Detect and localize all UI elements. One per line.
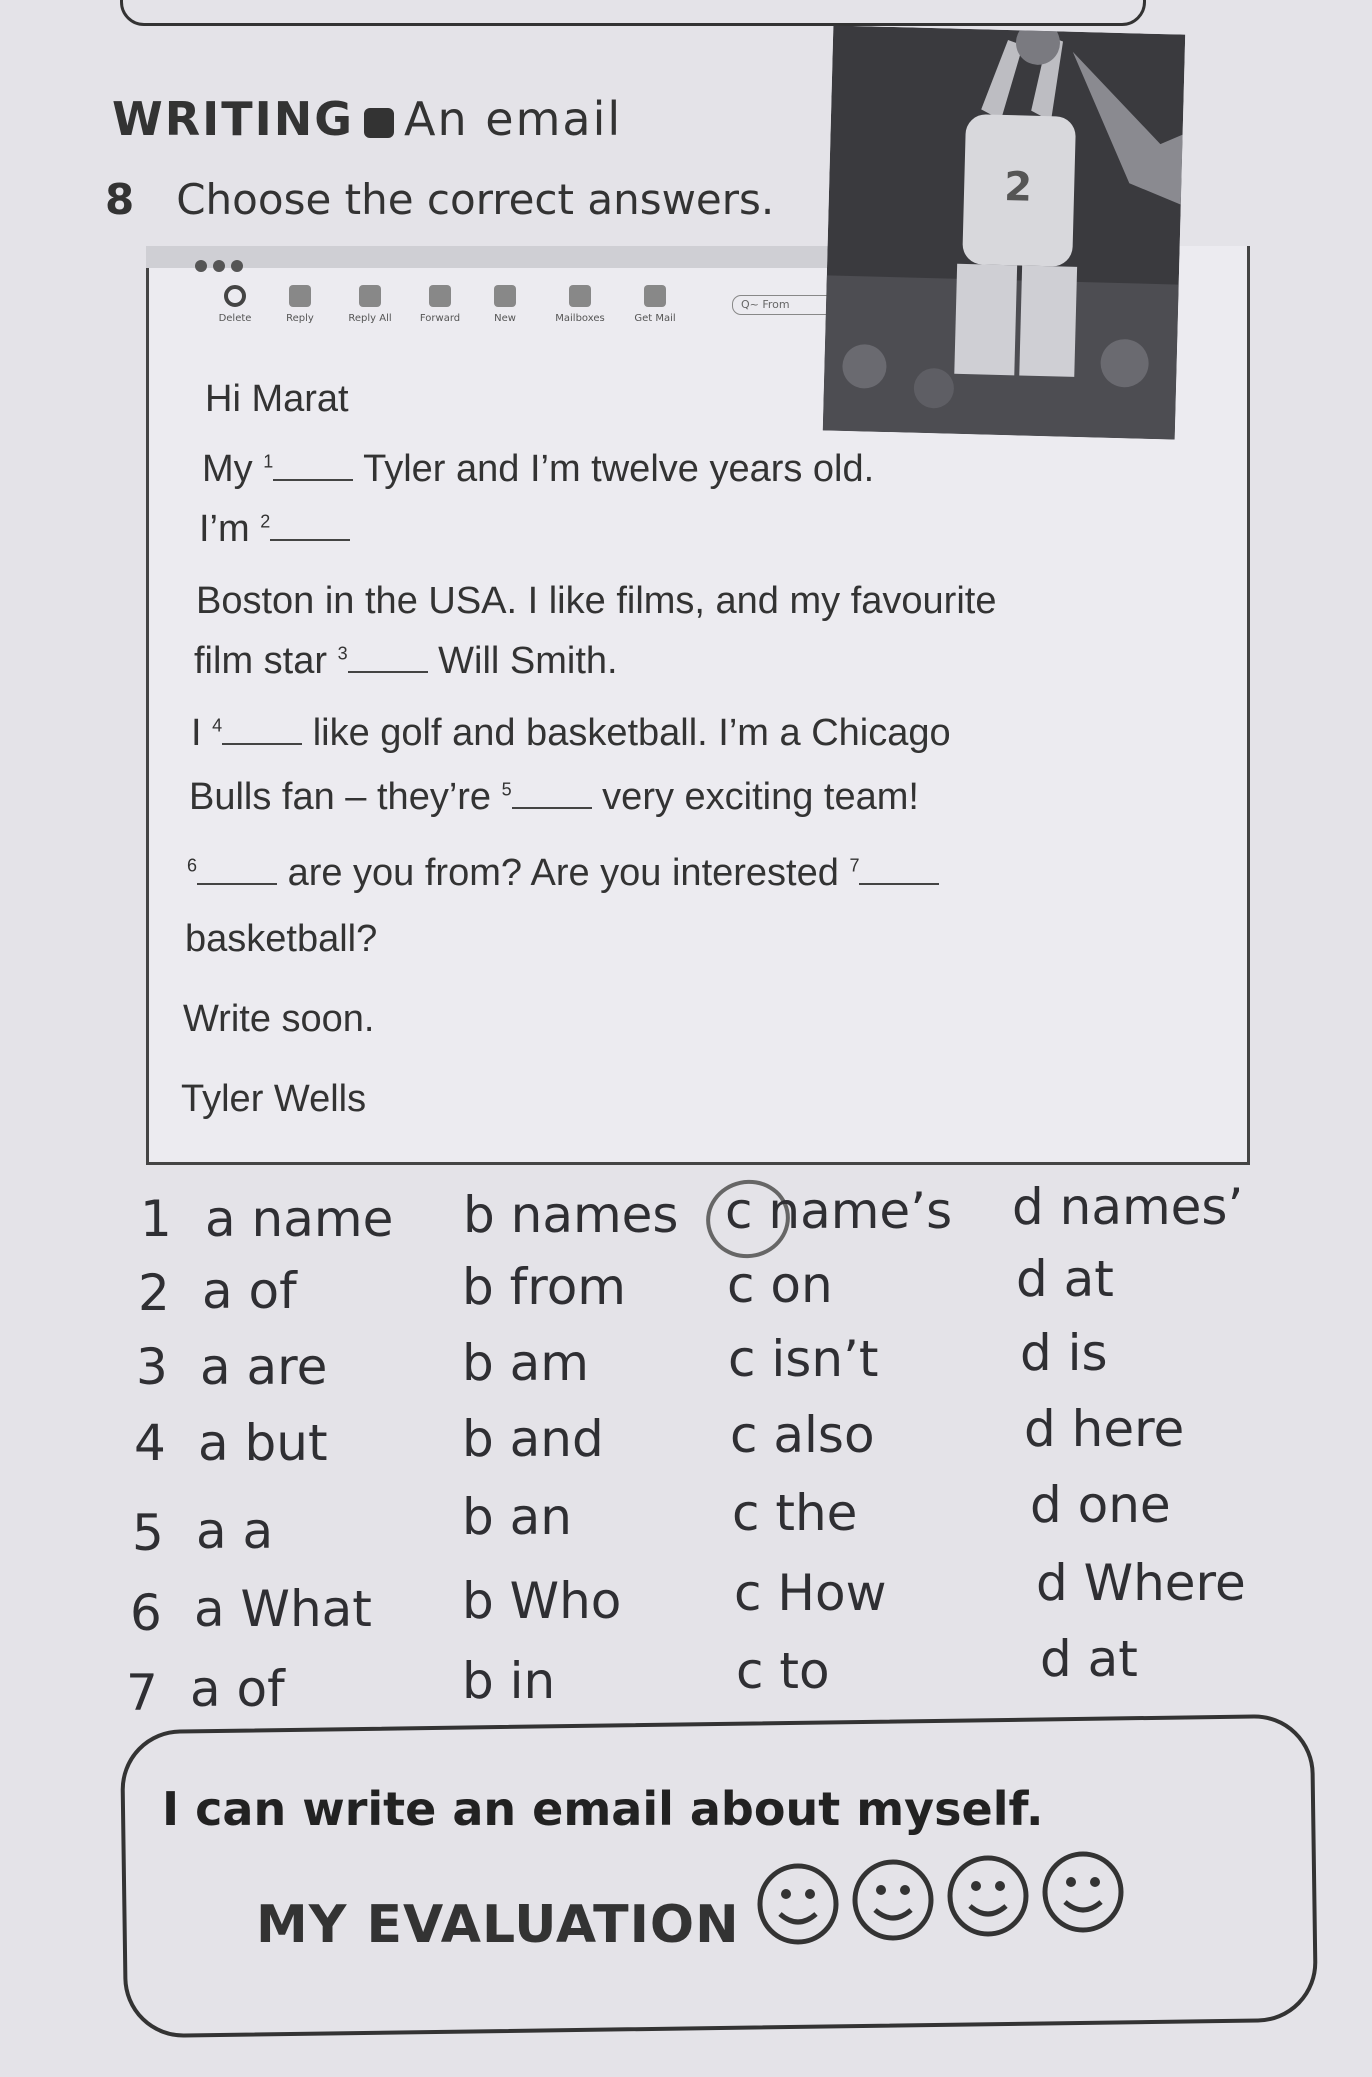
question-number: 7 xyxy=(126,1664,158,1722)
option-2d[interactable]: d at xyxy=(1016,1250,1114,1308)
option-4b[interactable]: b and xyxy=(462,1410,604,1468)
option-3d[interactable]: d is xyxy=(1020,1324,1108,1382)
email-signature: Tyler Wells xyxy=(181,1078,367,1120)
email-line-2: I’m $^2$ xyxy=(199,508,350,551)
question-number: 4 xyxy=(134,1414,166,1472)
answer-blank-4[interactable] xyxy=(222,713,302,745)
option-7d[interactable]: d at xyxy=(1040,1630,1138,1688)
question-number: 5 xyxy=(132,1504,164,1562)
email-greeting: Hi Marat xyxy=(205,378,349,420)
toolbar-reply: Reply xyxy=(270,285,330,324)
option-2c[interactable]: c on xyxy=(727,1256,833,1314)
basketball-player-photo xyxy=(823,25,1185,439)
section-label: WRITING xyxy=(112,92,355,146)
option-5b[interactable]: b an xyxy=(462,1488,572,1546)
option-6b[interactable]: b Who xyxy=(462,1572,622,1630)
delete-icon xyxy=(224,285,246,307)
toolbar-reply-all: Reply All xyxy=(340,285,400,324)
window-dot-icon xyxy=(231,260,243,272)
option-7c[interactable]: c to xyxy=(736,1642,830,1700)
email-line-6: Bulls fan – they’re $^5$ very exciting team! xyxy=(189,776,919,818)
option-3c[interactable]: c isn’t xyxy=(728,1330,879,1388)
answer-blank-6[interactable] xyxy=(197,853,277,885)
forward-icon xyxy=(429,285,451,307)
instruction-text: Choose the correct answers. xyxy=(176,175,775,224)
question-number: 2 xyxy=(138,1264,170,1322)
answer-blank-3[interactable] xyxy=(348,641,428,673)
email-line-1: My $^1$ Tyler and I’m twelve years old. xyxy=(202,448,875,490)
email-title-bar xyxy=(146,246,836,268)
option-5c[interactable]: c the xyxy=(732,1484,858,1542)
option-2b[interactable]: b from xyxy=(462,1258,626,1316)
option-1d[interactable]: d names’ xyxy=(1012,1178,1244,1236)
toolbar-forward: Forward xyxy=(410,285,470,324)
option-3a[interactable]: a are xyxy=(200,1338,328,1396)
window-dot-icon xyxy=(213,260,225,272)
question-number: 1 xyxy=(140,1190,172,1248)
option-6d[interactable]: d Where xyxy=(1036,1554,1246,1612)
answer-blank-7[interactable] xyxy=(859,853,939,885)
option-5a[interactable]: a a xyxy=(196,1502,274,1560)
svg-text:2: 2 xyxy=(1003,163,1033,211)
evaluation-label: MY EVALUATION xyxy=(256,1895,740,1955)
get-mail-icon xyxy=(644,285,666,307)
email-line-3: Boston in the USA. I like films, and my favourite xyxy=(196,580,997,622)
smiley-face-icon[interactable] xyxy=(760,1866,836,1942)
option-4d[interactable]: d here xyxy=(1024,1400,1185,1458)
email-line-4: film star $^3$ Will Smith. xyxy=(194,640,618,682)
option-6c[interactable]: c How xyxy=(734,1564,887,1622)
section-heading xyxy=(112,92,622,146)
exercise-number: 8 xyxy=(105,175,135,224)
evaluation-box xyxy=(120,1714,1318,2039)
option-4a[interactable]: a but xyxy=(198,1414,328,1472)
toolbar-delete: Delete xyxy=(205,285,265,324)
smiley-face-icon[interactable] xyxy=(950,1858,1026,1934)
option-7a[interactable]: a of xyxy=(190,1660,285,1718)
email-line-8: basketball? xyxy=(185,918,378,960)
email-line-7: $^6$ are you from? Are you interested $^7$ xyxy=(187,852,939,895)
window-controls xyxy=(195,257,249,276)
smiley-face-icon[interactable] xyxy=(1045,1854,1121,1930)
section-title: An email xyxy=(404,92,623,146)
toolbar-mailboxes: Mailboxes xyxy=(550,285,610,324)
option-3b[interactable]: b am xyxy=(462,1334,589,1392)
option-1b[interactable]: b names xyxy=(463,1186,679,1244)
toolbar-new: New xyxy=(475,285,535,324)
answer-blank-1[interactable] xyxy=(273,449,353,481)
email-closing: Write soon. xyxy=(183,998,375,1040)
evaluation-faces xyxy=(750,1848,1130,1958)
toolbar-get-mail: Get Mail xyxy=(625,285,685,324)
answer-blank-5[interactable] xyxy=(512,777,592,809)
previous-section-box xyxy=(120,0,1146,26)
reply-icon xyxy=(289,285,311,307)
square-bullet-icon xyxy=(364,108,394,138)
email-line-5: I $^4$ like golf and basketball. I’m a Chicago xyxy=(191,712,951,754)
smiley-face-icon[interactable] xyxy=(855,1862,931,1938)
option-2a[interactable]: a of xyxy=(202,1262,297,1320)
exercise-instruction xyxy=(105,175,774,224)
option-7b[interactable]: b in xyxy=(462,1652,556,1710)
answer-blank-2[interactable] xyxy=(270,509,350,541)
option-6a[interactable]: a What xyxy=(194,1580,372,1638)
window-dot-icon xyxy=(195,260,207,272)
can-do-statement: I can write an email about myself. xyxy=(162,1782,1044,1836)
option-5d[interactable]: d one xyxy=(1030,1476,1171,1534)
reply-all-icon xyxy=(359,285,381,307)
option-1a[interactable]: a name xyxy=(205,1190,394,1248)
new-message-icon xyxy=(494,285,516,307)
question-number: 6 xyxy=(130,1584,162,1642)
option-4c[interactable]: c also xyxy=(730,1406,875,1464)
mailboxes-icon xyxy=(569,285,591,307)
option-1c[interactable]: c name’s xyxy=(725,1182,953,1240)
search-field: Q~ From xyxy=(732,295,852,315)
question-number: 3 xyxy=(136,1338,168,1396)
